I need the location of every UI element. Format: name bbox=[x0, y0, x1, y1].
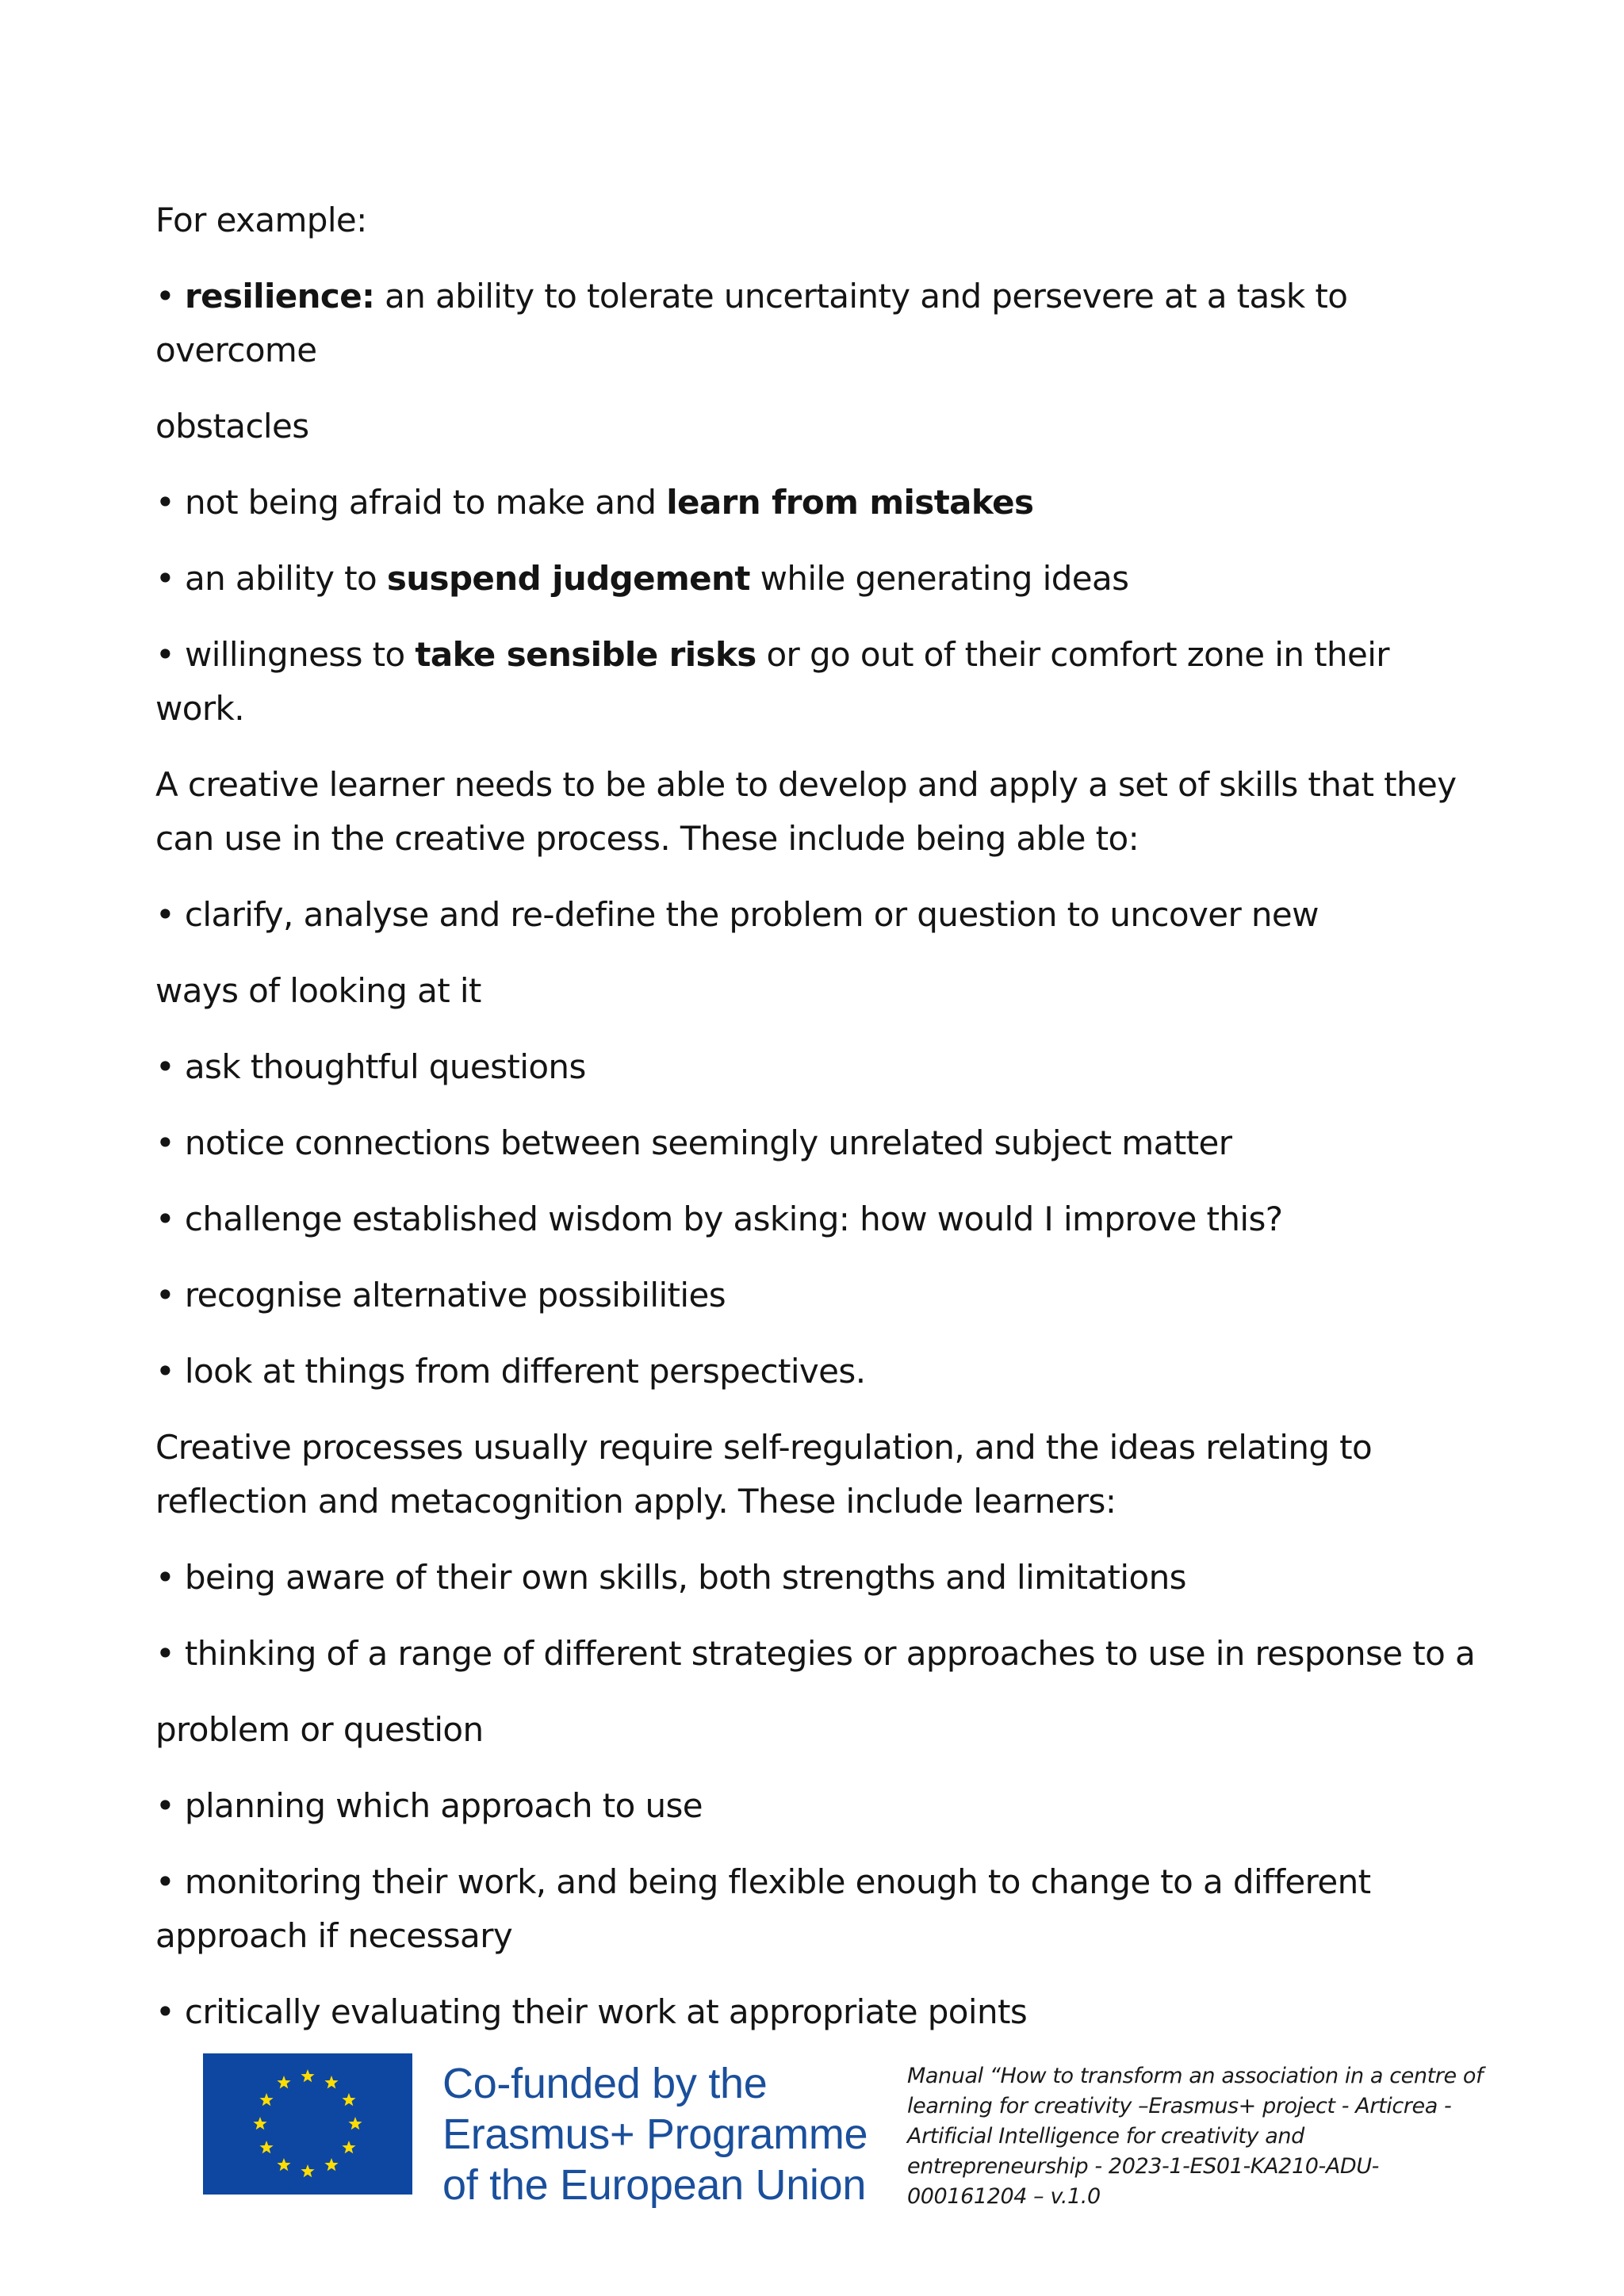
paragraph-intro: For example: bbox=[155, 201, 367, 239]
bullet-planning: • planning which approach to use bbox=[155, 1786, 703, 1825]
eu-star-icon bbox=[324, 2158, 338, 2171]
logo-line-3: of the European Union bbox=[442, 2161, 867, 2209]
paragraph-skills: A creative learner needs to be able to develop and apply a set of skills that they can use in the creative process. These include being able to: bbox=[155, 765, 1457, 858]
eu-star-icon bbox=[348, 2117, 362, 2130]
paragraph-self-regulation: Creative processes usually require self-regulation, and the ideas relating to reflection and metacognition apply. These include learners: bbox=[155, 1428, 1373, 1521]
bullet-clarify: • clarify, analyse and re-define the problem or question to uncover new bbox=[155, 895, 1319, 934]
eu-star-icon bbox=[301, 2164, 314, 2177]
bullet-aware: • being aware of their own skills, both strengths and limitations bbox=[155, 1558, 1186, 1597]
eu-stars-icon bbox=[203, 2053, 412, 2195]
bullet-connections: • notice connections between seemingly unrelated subject matter bbox=[155, 1123, 1232, 1162]
eu-star-icon bbox=[259, 2141, 273, 2153]
eu-star-icon bbox=[342, 2141, 355, 2153]
eu-star-icon bbox=[259, 2093, 273, 2106]
bullet-evaluating: • critically evaluating their work at appropriate points bbox=[155, 1992, 1028, 2031]
eu-flag-logo bbox=[203, 2053, 412, 2195]
erasmus-logo-text bbox=[442, 2058, 868, 2210]
bullet-alternatives: • recognise alternative possibilities bbox=[155, 1276, 726, 1314]
line-ways: ways of looking at it bbox=[155, 971, 481, 1010]
logo-line-2: Erasmus+ Programme bbox=[442, 2110, 868, 2158]
bullet-risks: • willingness to take sensible risks or go out of their comfort zone in their work. bbox=[155, 635, 1389, 728]
bullet-perspectives: • look at things from different perspectives. bbox=[155, 1352, 866, 1391]
bullet-strategies: • thinking of a range of different strategies or approaches to use in response to a bbox=[155, 1634, 1476, 1673]
eu-star-icon bbox=[277, 2158, 290, 2171]
bullet-mistakes: • not being afraid to make and learn from mistakes bbox=[155, 483, 1034, 522]
manual-reference: Manual “How to transform an association in a centre of learning for creativity –Erasmus+ project - Articrea - Artificial Intelligence for creativity and entrepreneurship - 2023-1-ES01-KA210-ADU-000161204 – v.1.0 bbox=[907, 2064, 1484, 2209]
bullet-resilience: • resilience: an ability to tolerate uncertainty and persevere at a task to overcome bbox=[155, 277, 1348, 369]
bullet-questions: • ask thoughtful questions bbox=[155, 1047, 586, 1086]
logo-line-1: Co-funded by the bbox=[442, 2060, 768, 2107]
bullet-monitoring: • monitoring their work, and being flexible enough to change to a different approach if necessary bbox=[155, 1862, 1371, 1955]
eu-star-icon bbox=[342, 2093, 355, 2106]
footer bbox=[0, 2053, 1624, 2212]
eu-star-icon bbox=[301, 2069, 314, 2082]
body-text bbox=[155, 193, 1488, 2061]
line-problem: problem or question bbox=[155, 1710, 484, 1749]
eu-star-icon bbox=[253, 2117, 266, 2130]
eu-star-icon bbox=[324, 2076, 338, 2088]
line-obstacles: obstacles bbox=[155, 407, 309, 446]
bullet-judgement: • an ability to suspend judgement while generating ideas bbox=[155, 559, 1129, 598]
eu-star-icon bbox=[277, 2076, 290, 2088]
bullet-challenge: • challenge established wisdom by asking: how would I improve this? bbox=[155, 1200, 1283, 1238]
